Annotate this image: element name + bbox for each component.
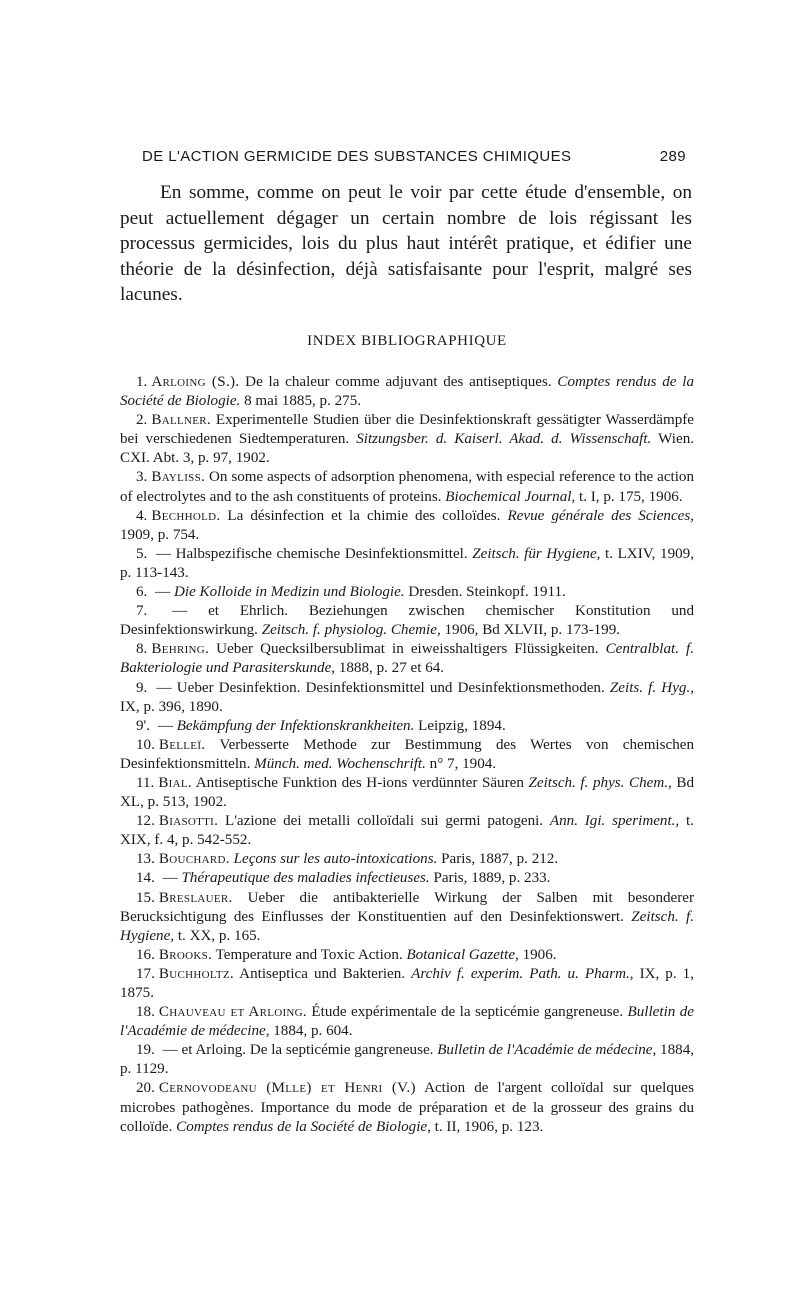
entry-number: 17. bbox=[136, 965, 155, 982]
entry-tail: 1909, p. 754. bbox=[120, 526, 200, 543]
entry-tail: 8 mai 1885, p. 275. bbox=[240, 393, 362, 410]
entry-tail: t. II, 1906, p. 123. bbox=[430, 1118, 544, 1135]
bib-entry bbox=[120, 1079, 694, 1136]
entry-text: — et Ehrlich. Beziehungen zwischen chemischer Konstitution und Desinfektionswirkung. bbox=[120, 603, 694, 639]
entry-source: Ann. Igi. speriment., bbox=[549, 813, 680, 830]
entry-author: Behring. bbox=[151, 641, 210, 658]
entry-author: Buchholtz. bbox=[158, 965, 234, 982]
bib-entry bbox=[120, 545, 694, 583]
entry-text: — et Arloing. De la septicémie gangreneuse. bbox=[158, 1042, 438, 1059]
entry-text: — Halbspezifische chemische Desinfektionsmittel. bbox=[151, 545, 473, 562]
entry-source: Münch. med. Wochenschrift. bbox=[254, 755, 426, 772]
entry-source: Botanical Gazette, bbox=[406, 946, 519, 963]
entry-source: Centralblat. f. Bakteriologie und Parasiterskunde, bbox=[120, 641, 694, 677]
bib-entry bbox=[120, 850, 694, 869]
entry-tail: IX, p. 1, 1875. bbox=[120, 965, 694, 1001]
bib-entry bbox=[120, 736, 694, 774]
entry-author: Cernovodeanu (Mlle) et Henri (V.) bbox=[158, 1080, 416, 1097]
entry-source: Sitzungsber. d. Kaiserl. Akad. d. Wissenschaft. bbox=[356, 431, 652, 448]
page-number: 289 bbox=[659, 148, 686, 165]
entry-number: 3. bbox=[136, 469, 148, 486]
entry-tail: t. XX, p. 165. bbox=[174, 927, 261, 944]
bib-entry bbox=[120, 640, 694, 678]
entry-source: Zeits. f. Hyg., bbox=[609, 679, 694, 696]
entry-number: 19. bbox=[136, 1042, 155, 1059]
bib-entry bbox=[120, 373, 694, 411]
entry-number: 4. bbox=[136, 507, 148, 524]
entry-author: Bayliss. bbox=[151, 469, 206, 486]
entry-tail: Wien. CXI. Abt. 3, p. 97, 1902. bbox=[120, 431, 695, 467]
entry-source: Bekämpfung der Infektionskrankheiten. bbox=[176, 717, 415, 734]
entry-tail: Dresden. Steinkopf. 1911. bbox=[404, 584, 566, 601]
entry-author: Belleï. bbox=[158, 736, 206, 753]
entry-text: — Ueber Desinfektion. Desinfektionsmittel und Desinfektionsmethoden. bbox=[151, 679, 610, 696]
entry-source: Bulletin de l'Académie de médecine, bbox=[437, 1042, 657, 1059]
entry-text: L'azione dei metalli colloïdali sui germi patogeni. bbox=[218, 813, 550, 830]
entry-number: 9'. bbox=[136, 717, 151, 734]
entry-text: La désinfection et la chimie des colloïdes. bbox=[220, 507, 508, 524]
entry-text: — bbox=[158, 870, 182, 887]
bib-entry bbox=[120, 507, 694, 545]
entry-text: On some aspects of adsorption phenomena, with especial reference to the action of electrolytes and to the ash constituents of proteins. bbox=[120, 469, 694, 505]
entry-author: Biasotti. bbox=[158, 813, 219, 830]
bib-entry bbox=[120, 812, 694, 850]
entry-tail: t. XIX, f. 4, p. 542-552. bbox=[120, 813, 694, 849]
intro-section bbox=[120, 180, 692, 308]
entry-source: Zeitsch. für Hygiene, bbox=[472, 545, 601, 562]
bib-entry bbox=[120, 946, 694, 965]
entry-source: Zeitsch. f. phys. Chem., bbox=[528, 774, 672, 791]
entry-tail: Paris, 1887, p. 212. bbox=[437, 851, 559, 868]
intro-paragraph: En somme, comme on peut le voir par cette étude d'ensemble, on peut actuellement dégager un certain nombre de lois régissant les processus germicides, lois du plus haut intérêt pratique, et édifier une théorie de la désinfection, déjà satisfaisante pour l'esprit, malgré ses lacunes. bbox=[120, 182, 692, 306]
entry-source: Leçons sur les auto-intoxications. bbox=[233, 851, 438, 868]
entry-text: Temperature and Toxic Action. bbox=[212, 946, 407, 963]
bib-entry bbox=[120, 717, 694, 736]
bibliography-list bbox=[120, 373, 694, 1137]
entry-tail: 1906. bbox=[518, 946, 557, 963]
entry-number: 1. bbox=[136, 374, 148, 390]
bib-entry bbox=[120, 468, 694, 506]
entry-tail: n° 7, 1904. bbox=[425, 755, 497, 772]
entry-text: Verbesserte Methode zur Bestimmung des Wertes von chemischen Desinfektionsmitteln. bbox=[120, 736, 694, 772]
entry-number: 14. bbox=[136, 870, 155, 887]
entry-tail: 1884, p. 604. bbox=[269, 1023, 353, 1040]
entry-text: — bbox=[151, 584, 174, 601]
entry-author: Bechhold. bbox=[151, 507, 221, 524]
entry-text: Ueber die antibakterielle Wirkung der Salben mit besonderer Berucksichtigung des Einflusses der Konstituentien auf den Desinfektionswert. bbox=[120, 889, 694, 925]
entry-text: Antiseptica und Bakterien. bbox=[233, 965, 412, 982]
entry-text: Action de l'argent colloïdal sur quelques microbes pathogènes. Importance du mode de préparation et de la grosseur des grains du colloïde. bbox=[120, 1080, 694, 1135]
bib-entry bbox=[120, 889, 694, 946]
entry-tail: 1906, Bd XLVII, p. 173-199. bbox=[440, 622, 621, 639]
entry-source: Zeitsch. f. Hygiene, bbox=[120, 908, 694, 944]
entry-number: 5. bbox=[136, 545, 148, 562]
entry-number: 8. bbox=[136, 641, 148, 658]
entry-tail: Paris, 1889, p. 233. bbox=[429, 870, 551, 887]
entry-tail: 1888, p. 27 et 64. bbox=[335, 660, 445, 677]
bib-entry bbox=[120, 774, 694, 812]
entry-source: Biochemical Journal, bbox=[445, 488, 576, 505]
entry-source: Thérapeutique des maladies infectieuses. bbox=[181, 870, 430, 887]
entry-tail: Bd XL, p. 513, 1902. bbox=[120, 774, 695, 811]
entry-text: Ueber Quecksilbersublimat in eiweisshaltigers Flüssigkeiten. bbox=[209, 641, 606, 658]
entry-text: Experimentelle Studien über die Desinfektionskraft gessätigter Wasserdämpfe bei verschiedenen Siedtemperaturen. bbox=[120, 412, 694, 448]
entry-author: Breslauer. bbox=[158, 889, 233, 906]
bib-entry bbox=[120, 583, 694, 602]
entry-number: 10. bbox=[136, 736, 155, 753]
entry-source: Comptes rendus de la Société de Biologie. bbox=[120, 374, 694, 410]
entry-number: 2. bbox=[136, 412, 148, 429]
index-title: INDEX BIBLIOGRAPHIQUE bbox=[307, 333, 507, 349]
entry-source: Archiv f. experim. Path. u. Pharm., bbox=[411, 965, 634, 982]
entry-author: Bial. bbox=[158, 774, 192, 791]
entry-author: Ballner. bbox=[151, 412, 211, 429]
entry-source: Revue générale des Sciences, bbox=[507, 507, 695, 524]
entry-tail: IX, p. 396, 1890. bbox=[120, 698, 223, 715]
entry-author: Brooks. bbox=[158, 946, 213, 963]
entry-text: Étude expérimentale de la septicémie gangreneuse. bbox=[307, 1004, 628, 1021]
entry-tail: t. LXIV, 1909, p. 113-143. bbox=[120, 545, 694, 581]
entry-number: 9. bbox=[136, 679, 148, 696]
entry-text: Antiseptische Funktion des H-ions verdünnter Säuren bbox=[191, 774, 529, 791]
bib-entry bbox=[120, 1041, 694, 1079]
entry-number: 18. bbox=[136, 1004, 155, 1021]
entry-number: 15. bbox=[136, 889, 155, 906]
entry-number: 20. bbox=[136, 1080, 155, 1097]
bib-entry bbox=[120, 679, 694, 717]
entry-tail: 1884, p. 1129. bbox=[120, 1042, 695, 1078]
entry-source: Comptes rendus de la Société de Biologie, bbox=[176, 1118, 431, 1135]
entry-number: 7. bbox=[136, 603, 148, 620]
bib-entry bbox=[120, 1003, 694, 1041]
running-title: DE L'ACTION GERMICIDE DES SUBSTANCES CHIMIQUES bbox=[142, 148, 572, 165]
bib-entry bbox=[120, 411, 694, 468]
entry-source: Die Kolloide in Medizin und Biologie. bbox=[173, 584, 405, 601]
entry-number: 11. bbox=[136, 774, 155, 791]
entry-number: 13. bbox=[136, 851, 155, 868]
entry-text: — bbox=[154, 717, 177, 734]
entry-number: 16. bbox=[136, 946, 155, 963]
entry-number: 12. bbox=[136, 813, 155, 830]
bib-entry bbox=[120, 869, 694, 888]
entry-text: De la chaleur comme adjuvant des antiseptiques. bbox=[239, 374, 558, 390]
entry-tail: t. I, p. 175, 1906. bbox=[575, 488, 683, 505]
bib-entry bbox=[120, 965, 694, 1003]
entry-source: Zeitsch. f. physiolog. Chemie, bbox=[261, 622, 441, 639]
bib-entry bbox=[120, 602, 694, 640]
entry-author: Arloing (S.). bbox=[151, 374, 240, 390]
entry-source: Bulletin de l'Académie de médecine, bbox=[120, 1004, 694, 1040]
entry-tail: Leipzig, 1894. bbox=[414, 717, 506, 734]
entry-number: 6. bbox=[136, 584, 148, 601]
entry-author: Chauveau et Arloing. bbox=[158, 1004, 307, 1021]
entry-author: Bouchard. bbox=[158, 851, 230, 868]
